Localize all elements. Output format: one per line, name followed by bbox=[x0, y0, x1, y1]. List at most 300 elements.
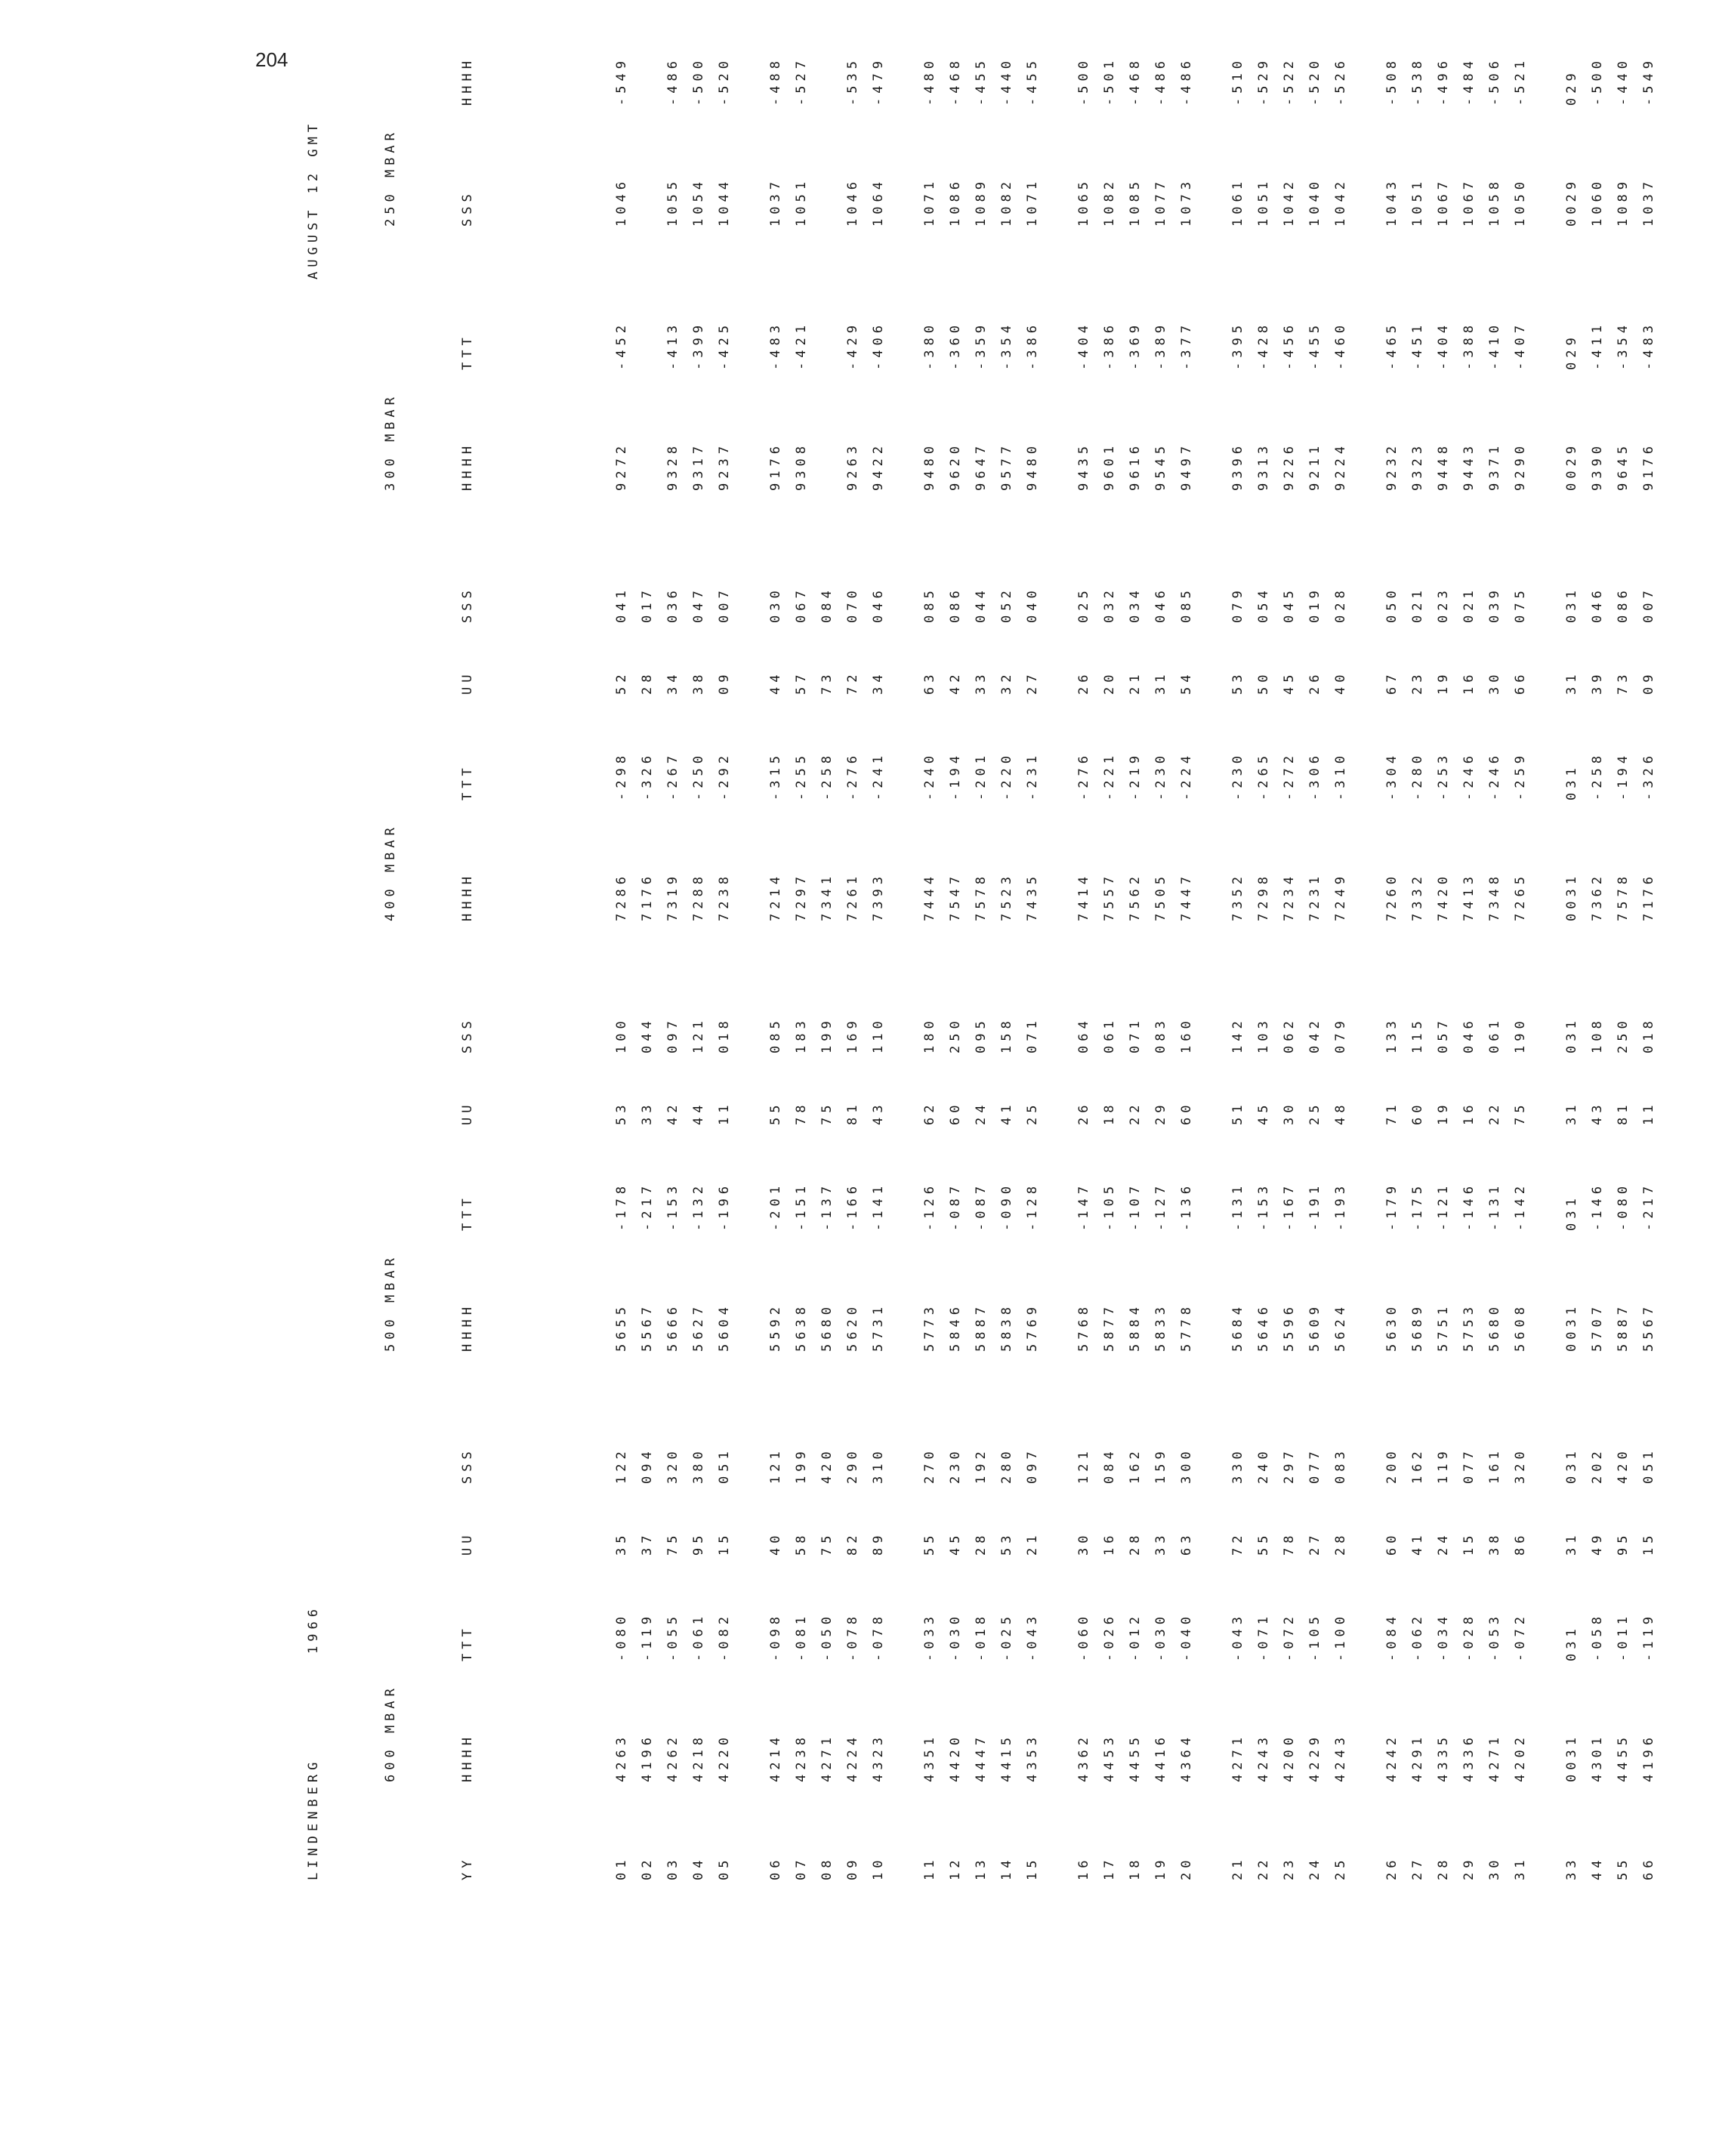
table-cell: -510 bbox=[1230, 57, 1245, 106]
table-cell: 5567 bbox=[640, 1303, 655, 1352]
table-cell: 042 bbox=[1307, 1016, 1323, 1053]
table-cell: -549 bbox=[1641, 57, 1656, 106]
table-cell: 9577 bbox=[999, 442, 1014, 491]
table-cell: 29 bbox=[1153, 1100, 1168, 1125]
table-cell: 1089 bbox=[1616, 177, 1631, 227]
table-cell: 63 bbox=[1179, 1531, 1194, 1556]
table-cell: 1065 bbox=[1076, 177, 1091, 227]
table-cell: 031 bbox=[1564, 586, 1579, 623]
table-cell: 420 bbox=[819, 1447, 835, 1484]
table-cell: 031 bbox=[1564, 1624, 1579, 1661]
table-cell: -147 bbox=[1076, 1182, 1091, 1231]
table-cell: 9620 bbox=[948, 442, 963, 491]
table-cell: -193 bbox=[1333, 1182, 1348, 1231]
table-cell: 046 bbox=[1590, 586, 1605, 623]
table-cell: 09 bbox=[717, 670, 732, 695]
table-cell: 019 bbox=[1307, 586, 1323, 623]
table-row bbox=[1251, 0, 1276, 1880]
table-cell: -141 bbox=[871, 1182, 886, 1231]
table-cell: -456 bbox=[1282, 321, 1297, 370]
table-cell: 050 bbox=[1384, 586, 1400, 623]
table-cell: 7578 bbox=[1616, 872, 1631, 921]
table-cell: 5773 bbox=[922, 1303, 937, 1352]
table-cell: -084 bbox=[1384, 1612, 1400, 1661]
column-header: HHHH bbox=[460, 57, 475, 106]
table-cell: 046 bbox=[871, 586, 886, 623]
table-cell: 75 bbox=[819, 1531, 835, 1556]
table-cell: 250 bbox=[1616, 1016, 1631, 1053]
table-cell: 24 bbox=[1307, 1855, 1323, 1880]
table-cell: 38 bbox=[691, 670, 706, 695]
date-label: AUGUST 12 GMT bbox=[306, 119, 321, 279]
table-cell: -246 bbox=[1487, 751, 1502, 800]
table-cell: 26 bbox=[1307, 670, 1323, 695]
column-header: SSS bbox=[460, 1016, 475, 1053]
table-cell: 40 bbox=[1333, 670, 1348, 695]
table-cell: 4323 bbox=[871, 1733, 886, 1782]
table-cell: 4196 bbox=[1641, 1733, 1656, 1782]
table-cell: -240 bbox=[922, 751, 937, 800]
table-cell: 5769 bbox=[1025, 1303, 1040, 1352]
table-cell: 1060 bbox=[1590, 177, 1605, 227]
table-cell: -483 bbox=[1641, 321, 1656, 370]
table-cell: -087 bbox=[948, 1182, 963, 1231]
table-cell: -250 bbox=[691, 751, 706, 800]
table-cell: 71 bbox=[1384, 1100, 1400, 1125]
table-cell: 5596 bbox=[1282, 1303, 1297, 1352]
table-cell: -167 bbox=[1282, 1182, 1297, 1231]
table-cell: 9616 bbox=[1128, 442, 1143, 491]
table-cell: 55 bbox=[922, 1531, 937, 1556]
table-cell: 4455 bbox=[1128, 1733, 1143, 1782]
table-cell: -146 bbox=[1461, 1182, 1477, 1231]
table-cell: 7414 bbox=[1076, 872, 1091, 921]
table-cell: 021 bbox=[1461, 586, 1477, 623]
table-cell: 33 bbox=[974, 670, 989, 695]
table-cell: -460 bbox=[1333, 321, 1348, 370]
table-cell: 42 bbox=[948, 670, 963, 695]
table-cell: 7261 bbox=[845, 872, 860, 921]
column-header: HHHH bbox=[460, 872, 475, 921]
table-cell: -280 bbox=[1410, 751, 1425, 800]
table-cell: -131 bbox=[1230, 1182, 1245, 1231]
table-cell: -410 bbox=[1487, 321, 1502, 370]
table-cell: 095 bbox=[974, 1016, 989, 1053]
table-cell: 1040 bbox=[1307, 177, 1323, 227]
table-cell: 044 bbox=[974, 586, 989, 623]
table-cell: 103 bbox=[1256, 1016, 1271, 1053]
table-cell: 7214 bbox=[768, 872, 783, 921]
table-row bbox=[660, 0, 686, 1880]
table-cell: 250 bbox=[948, 1016, 963, 1053]
table-cell: 53 bbox=[999, 1531, 1014, 1556]
table-cell: 083 bbox=[1333, 1447, 1348, 1484]
column-header: SSS bbox=[460, 1447, 475, 1484]
table-row bbox=[1122, 0, 1148, 1880]
table-cell: -080 bbox=[614, 1612, 629, 1661]
table-cell: -310 bbox=[1333, 751, 1348, 800]
table-cell: -404 bbox=[1076, 321, 1091, 370]
table-cell: 1089 bbox=[974, 177, 989, 227]
table-cell: 1051 bbox=[1410, 177, 1425, 227]
table-cell: 5604 bbox=[717, 1303, 732, 1352]
table-cell: 110 bbox=[871, 1016, 886, 1053]
table-cell: 7234 bbox=[1282, 872, 1297, 921]
table-cell: -496 bbox=[1436, 57, 1451, 106]
table-cell: -272 bbox=[1282, 751, 1297, 800]
year: 1966 bbox=[306, 1605, 321, 1654]
table-cell: -194 bbox=[948, 751, 963, 800]
table-cell: -479 bbox=[871, 57, 886, 106]
table-cell: 9443 bbox=[1461, 442, 1477, 491]
table-cell: -258 bbox=[1590, 751, 1605, 800]
table-cell: -389 bbox=[1153, 321, 1168, 370]
table-cell: 094 bbox=[640, 1447, 655, 1484]
table-cell: -179 bbox=[1384, 1182, 1400, 1231]
table-cell: -080 bbox=[1616, 1182, 1631, 1231]
table-row bbox=[1559, 0, 1585, 1880]
table-cell: 9422 bbox=[871, 442, 886, 491]
title-row bbox=[301, 0, 326, 1880]
table-cell: -026 bbox=[1102, 1612, 1117, 1661]
table-cell: 5646 bbox=[1256, 1303, 1271, 1352]
table-cell: 09 bbox=[845, 1855, 860, 1880]
table-cell: 5731 bbox=[871, 1303, 886, 1352]
table-cell: 4362 bbox=[1076, 1733, 1091, 1782]
table-cell: 14 bbox=[999, 1855, 1014, 1880]
table-cell: 085 bbox=[768, 1016, 783, 1053]
table-cell: 95 bbox=[1616, 1531, 1631, 1556]
table-cell: 161 bbox=[1487, 1447, 1502, 1484]
table-cell: 085 bbox=[1179, 586, 1194, 623]
table-cell: -087 bbox=[974, 1182, 989, 1231]
table-cell: 1042 bbox=[1333, 177, 1348, 227]
table-cell: -142 bbox=[1513, 1182, 1528, 1231]
table-cell: 030 bbox=[768, 586, 783, 623]
table-cell: 5655 bbox=[614, 1303, 629, 1352]
table-cell: 34 bbox=[665, 670, 681, 695]
table-cell: 4243 bbox=[1256, 1733, 1271, 1782]
table-cell: 300 bbox=[1179, 1447, 1194, 1484]
table-cell: 7557 bbox=[1102, 872, 1117, 921]
table-cell: -407 bbox=[1513, 321, 1528, 370]
table-row bbox=[1405, 0, 1431, 1880]
table-cell: 007 bbox=[717, 586, 732, 623]
table-cell: 27 bbox=[1307, 1531, 1323, 1556]
table-row bbox=[789, 0, 814, 1880]
table-cell: -520 bbox=[1307, 57, 1323, 106]
table-cell: -440 bbox=[1616, 57, 1631, 106]
table-cell: 075 bbox=[1513, 586, 1528, 623]
table-cell: 30 bbox=[1487, 1855, 1502, 1880]
table-cell: 1082 bbox=[1102, 177, 1117, 227]
table-cell: 9396 bbox=[1230, 442, 1245, 491]
table-cell: -522 bbox=[1282, 57, 1297, 106]
table-cell: 23 bbox=[1410, 670, 1425, 695]
table-cell: 4271 bbox=[1230, 1733, 1245, 1782]
table-cell: 60 bbox=[1179, 1100, 1194, 1125]
table-cell: -506 bbox=[1487, 57, 1502, 106]
table-cell: 22 bbox=[1487, 1100, 1502, 1125]
table-cell: 55 bbox=[1256, 1531, 1271, 1556]
table-cell: 18 bbox=[1102, 1100, 1117, 1125]
column-header: TTT bbox=[460, 763, 475, 800]
table-cell: 31 bbox=[1513, 1855, 1528, 1880]
table-cell: 45 bbox=[1282, 670, 1297, 695]
table-cell: 9176 bbox=[1641, 442, 1656, 491]
table-cell: 75 bbox=[665, 1531, 681, 1556]
table-cell: 32 bbox=[999, 670, 1014, 695]
table-cell: 57 bbox=[794, 670, 809, 695]
table-cell: 9308 bbox=[794, 442, 809, 491]
table-cell: 5846 bbox=[948, 1303, 963, 1352]
table-cell: -406 bbox=[871, 321, 886, 370]
table-cell: 53 bbox=[614, 1100, 629, 1125]
table-cell: 420 bbox=[1616, 1447, 1631, 1484]
table-cell: 5666 bbox=[665, 1303, 681, 1352]
table-cell: 33 bbox=[640, 1100, 655, 1125]
table-cell: 60 bbox=[1410, 1100, 1425, 1125]
table-cell: 9371 bbox=[1487, 442, 1502, 491]
table-row bbox=[840, 0, 866, 1880]
table-cell: -428 bbox=[1256, 321, 1271, 370]
table-cell: 7288 bbox=[691, 872, 706, 921]
table-cell: 9226 bbox=[1282, 442, 1297, 491]
table-cell: 1064 bbox=[871, 177, 886, 227]
table-cell: -072 bbox=[1513, 1612, 1528, 1661]
table-row bbox=[1482, 0, 1508, 1880]
table-cell: -081 bbox=[794, 1612, 809, 1661]
table-cell: 20 bbox=[1102, 670, 1117, 695]
table-cell: 061 bbox=[1487, 1016, 1502, 1053]
table-cell: 7231 bbox=[1307, 872, 1323, 921]
table-cell: 37 bbox=[640, 1531, 655, 1556]
table-cell: 16 bbox=[1076, 1855, 1091, 1880]
table-row bbox=[1636, 0, 1662, 1880]
table-cell: 021 bbox=[1410, 586, 1425, 623]
table-cell: 7341 bbox=[819, 872, 835, 921]
table-cell: 03 bbox=[665, 1855, 681, 1880]
table-cell: 58 bbox=[794, 1531, 809, 1556]
pressure-level-label: 300 MBAR bbox=[383, 393, 398, 491]
table-cell: 079 bbox=[1333, 1016, 1348, 1053]
table-cell: 7297 bbox=[794, 872, 809, 921]
table-cell: 4447 bbox=[974, 1733, 989, 1782]
table-cell: 30 bbox=[1282, 1100, 1297, 1125]
table-cell: 025 bbox=[1076, 586, 1091, 623]
table-cell: 1044 bbox=[717, 177, 732, 227]
table-cell: 1051 bbox=[794, 177, 809, 227]
table-cell: 5707 bbox=[1590, 1303, 1605, 1352]
table-cell: 66 bbox=[1641, 1855, 1656, 1880]
table-cell: 4291 bbox=[1410, 1733, 1425, 1782]
table-cell: 4271 bbox=[819, 1733, 835, 1782]
table-cell: 077 bbox=[1461, 1447, 1477, 1484]
table-cell: 53 bbox=[1230, 670, 1245, 695]
table-cell: 09 bbox=[1641, 670, 1656, 695]
table-cell: -455 bbox=[1025, 57, 1040, 106]
pressure-level-label: 500 MBAR bbox=[383, 1254, 398, 1352]
table-cell: 72 bbox=[845, 670, 860, 695]
table-cell: 121 bbox=[768, 1447, 783, 1484]
table-cell: 50 bbox=[1256, 670, 1271, 695]
table-cell: 7393 bbox=[871, 872, 886, 921]
table-cell: 12 bbox=[948, 1855, 963, 1880]
table-cell: -136 bbox=[1179, 1182, 1194, 1231]
table-cell: 5630 bbox=[1384, 1303, 1400, 1352]
table-cell: 35 bbox=[614, 1531, 629, 1556]
table-cell: 0031 bbox=[1564, 872, 1579, 921]
table-cell: 19 bbox=[1153, 1855, 1168, 1880]
table-cell: -230 bbox=[1153, 751, 1168, 800]
table-cell: 067 bbox=[794, 586, 809, 623]
table-cell: 95 bbox=[691, 1531, 706, 1556]
table-cell: -500 bbox=[1590, 57, 1605, 106]
table-cell: 31 bbox=[1564, 1100, 1579, 1125]
table-cell: 1037 bbox=[1641, 177, 1656, 227]
column-header: SSS bbox=[460, 586, 475, 623]
table-cell: -194 bbox=[1616, 751, 1631, 800]
table-cell: 89 bbox=[871, 1531, 886, 1556]
table-cell: -040 bbox=[1179, 1612, 1194, 1661]
table-cell: 19 bbox=[1436, 1100, 1451, 1125]
table-cell: 7578 bbox=[974, 872, 989, 921]
column-header: UU bbox=[460, 1531, 475, 1556]
table-cell: 82 bbox=[845, 1531, 860, 1556]
table-row bbox=[1302, 0, 1328, 1880]
table-row bbox=[763, 0, 789, 1880]
table-cell: 16 bbox=[1461, 1100, 1477, 1125]
table-cell: 5887 bbox=[974, 1303, 989, 1352]
table-cell: -354 bbox=[1616, 321, 1631, 370]
table-cell: 7413 bbox=[1461, 872, 1477, 921]
table-row bbox=[968, 0, 994, 1880]
table-cell: 4200 bbox=[1282, 1733, 1297, 1782]
table-cell: -486 bbox=[1179, 57, 1194, 106]
table-cell: -082 bbox=[717, 1612, 732, 1661]
table-cell: 1067 bbox=[1436, 177, 1451, 227]
table-cell: 380 bbox=[691, 1447, 706, 1484]
table-cell: -030 bbox=[948, 1612, 963, 1661]
table-cell: -380 bbox=[922, 321, 937, 370]
table-cell: -119 bbox=[640, 1612, 655, 1661]
column-header: TTT bbox=[460, 1624, 475, 1661]
table-cell: 60 bbox=[1384, 1531, 1400, 1556]
table-cell: -535 bbox=[845, 57, 860, 106]
table-cell: 7348 bbox=[1487, 872, 1502, 921]
table-cell: 9176 bbox=[768, 442, 783, 491]
table-cell: 21 bbox=[1025, 1531, 1040, 1556]
table-cell: 19 bbox=[1436, 670, 1451, 695]
table-cell: 51 bbox=[1230, 1100, 1245, 1125]
table-row bbox=[634, 0, 660, 1880]
table-cell bbox=[634, 264, 660, 370]
table-cell: -061 bbox=[691, 1612, 706, 1661]
table-cell: -196 bbox=[717, 1182, 732, 1231]
table-row bbox=[686, 0, 711, 1880]
table-cell: 11 bbox=[717, 1100, 732, 1125]
table-row bbox=[994, 0, 1020, 1880]
table-cell: 119 bbox=[1436, 1447, 1451, 1484]
table-cell: 180 bbox=[922, 1016, 937, 1053]
table-cell: 320 bbox=[665, 1447, 681, 1484]
table-cell: -126 bbox=[922, 1182, 937, 1231]
table-cell: 159 bbox=[1153, 1447, 1168, 1484]
table-cell: -360 bbox=[948, 321, 963, 370]
column-header: TTT bbox=[460, 333, 475, 370]
table-cell: 9645 bbox=[1616, 442, 1631, 491]
table-cell: 31 bbox=[1564, 1531, 1579, 1556]
table-cell: 032 bbox=[1102, 586, 1117, 623]
column-header: UU bbox=[460, 1100, 475, 1125]
table-cell: -011 bbox=[1616, 1612, 1631, 1661]
table-cell: 73 bbox=[819, 670, 835, 695]
table-cell: -078 bbox=[871, 1612, 886, 1661]
table-cell: 9272 bbox=[614, 442, 629, 491]
table-row bbox=[1431, 0, 1456, 1880]
table-cell: 7362 bbox=[1590, 872, 1605, 921]
table-cell: -217 bbox=[640, 1182, 655, 1231]
table-cell: 084 bbox=[819, 586, 835, 623]
table-cell: -028 bbox=[1461, 1612, 1477, 1661]
table-cell: 192 bbox=[974, 1447, 989, 1484]
table-cell: -201 bbox=[974, 751, 989, 800]
table-cell: 045 bbox=[1282, 586, 1297, 623]
pressure-level-label: 250 MBAR bbox=[383, 128, 398, 227]
table-cell: -107 bbox=[1128, 1182, 1143, 1231]
table-cell: 064 bbox=[1076, 1016, 1091, 1053]
table-cell: 183 bbox=[794, 1016, 809, 1053]
table-cell: 052 bbox=[999, 586, 1014, 623]
table-cell: 43 bbox=[1590, 1100, 1605, 1125]
table-cell: 28 bbox=[1128, 1531, 1143, 1556]
table-cell: 084 bbox=[1102, 1447, 1117, 1484]
table-body bbox=[609, 0, 1662, 1880]
table-cell: -060 bbox=[1076, 1612, 1091, 1661]
table-cell: 1046 bbox=[845, 177, 860, 227]
table-cell: 28 bbox=[1333, 1531, 1348, 1556]
table-cell: 4301 bbox=[1590, 1733, 1605, 1782]
table-cell: 4242 bbox=[1384, 1733, 1400, 1782]
table-cell: -062 bbox=[1410, 1612, 1425, 1661]
table-cell: 4455 bbox=[1616, 1733, 1631, 1782]
table-cell: 66 bbox=[1513, 670, 1528, 695]
table-cell: 029 bbox=[1564, 69, 1579, 106]
table-cell: 44 bbox=[691, 1100, 706, 1125]
table-cell: 21 bbox=[1128, 670, 1143, 695]
table-cell: 7249 bbox=[1333, 872, 1348, 921]
table-cell: 4335 bbox=[1436, 1733, 1451, 1782]
table-row bbox=[943, 0, 968, 1880]
table-cell: 031 bbox=[1564, 1194, 1579, 1231]
table-cell: 9237 bbox=[717, 442, 732, 491]
table-row bbox=[1379, 0, 1405, 1880]
table-cell: 039 bbox=[1487, 586, 1502, 623]
table-cell: 5768 bbox=[1076, 1303, 1091, 1352]
table-cell: -538 bbox=[1410, 57, 1425, 106]
table-cell: 041 bbox=[614, 586, 629, 623]
table-cell: -359 bbox=[974, 321, 989, 370]
table-cell: 9435 bbox=[1076, 442, 1091, 491]
table-cell: 4262 bbox=[665, 1733, 681, 1782]
table-cell: 02 bbox=[640, 1855, 655, 1880]
table-cell: 62 bbox=[922, 1100, 937, 1125]
table-cell: 9263 bbox=[845, 442, 860, 491]
table-cell: -411 bbox=[1590, 321, 1605, 370]
table-cell: 5567 bbox=[1641, 1303, 1656, 1352]
table-cell: -201 bbox=[768, 1182, 783, 1231]
table-cell: 018 bbox=[1641, 1016, 1656, 1053]
